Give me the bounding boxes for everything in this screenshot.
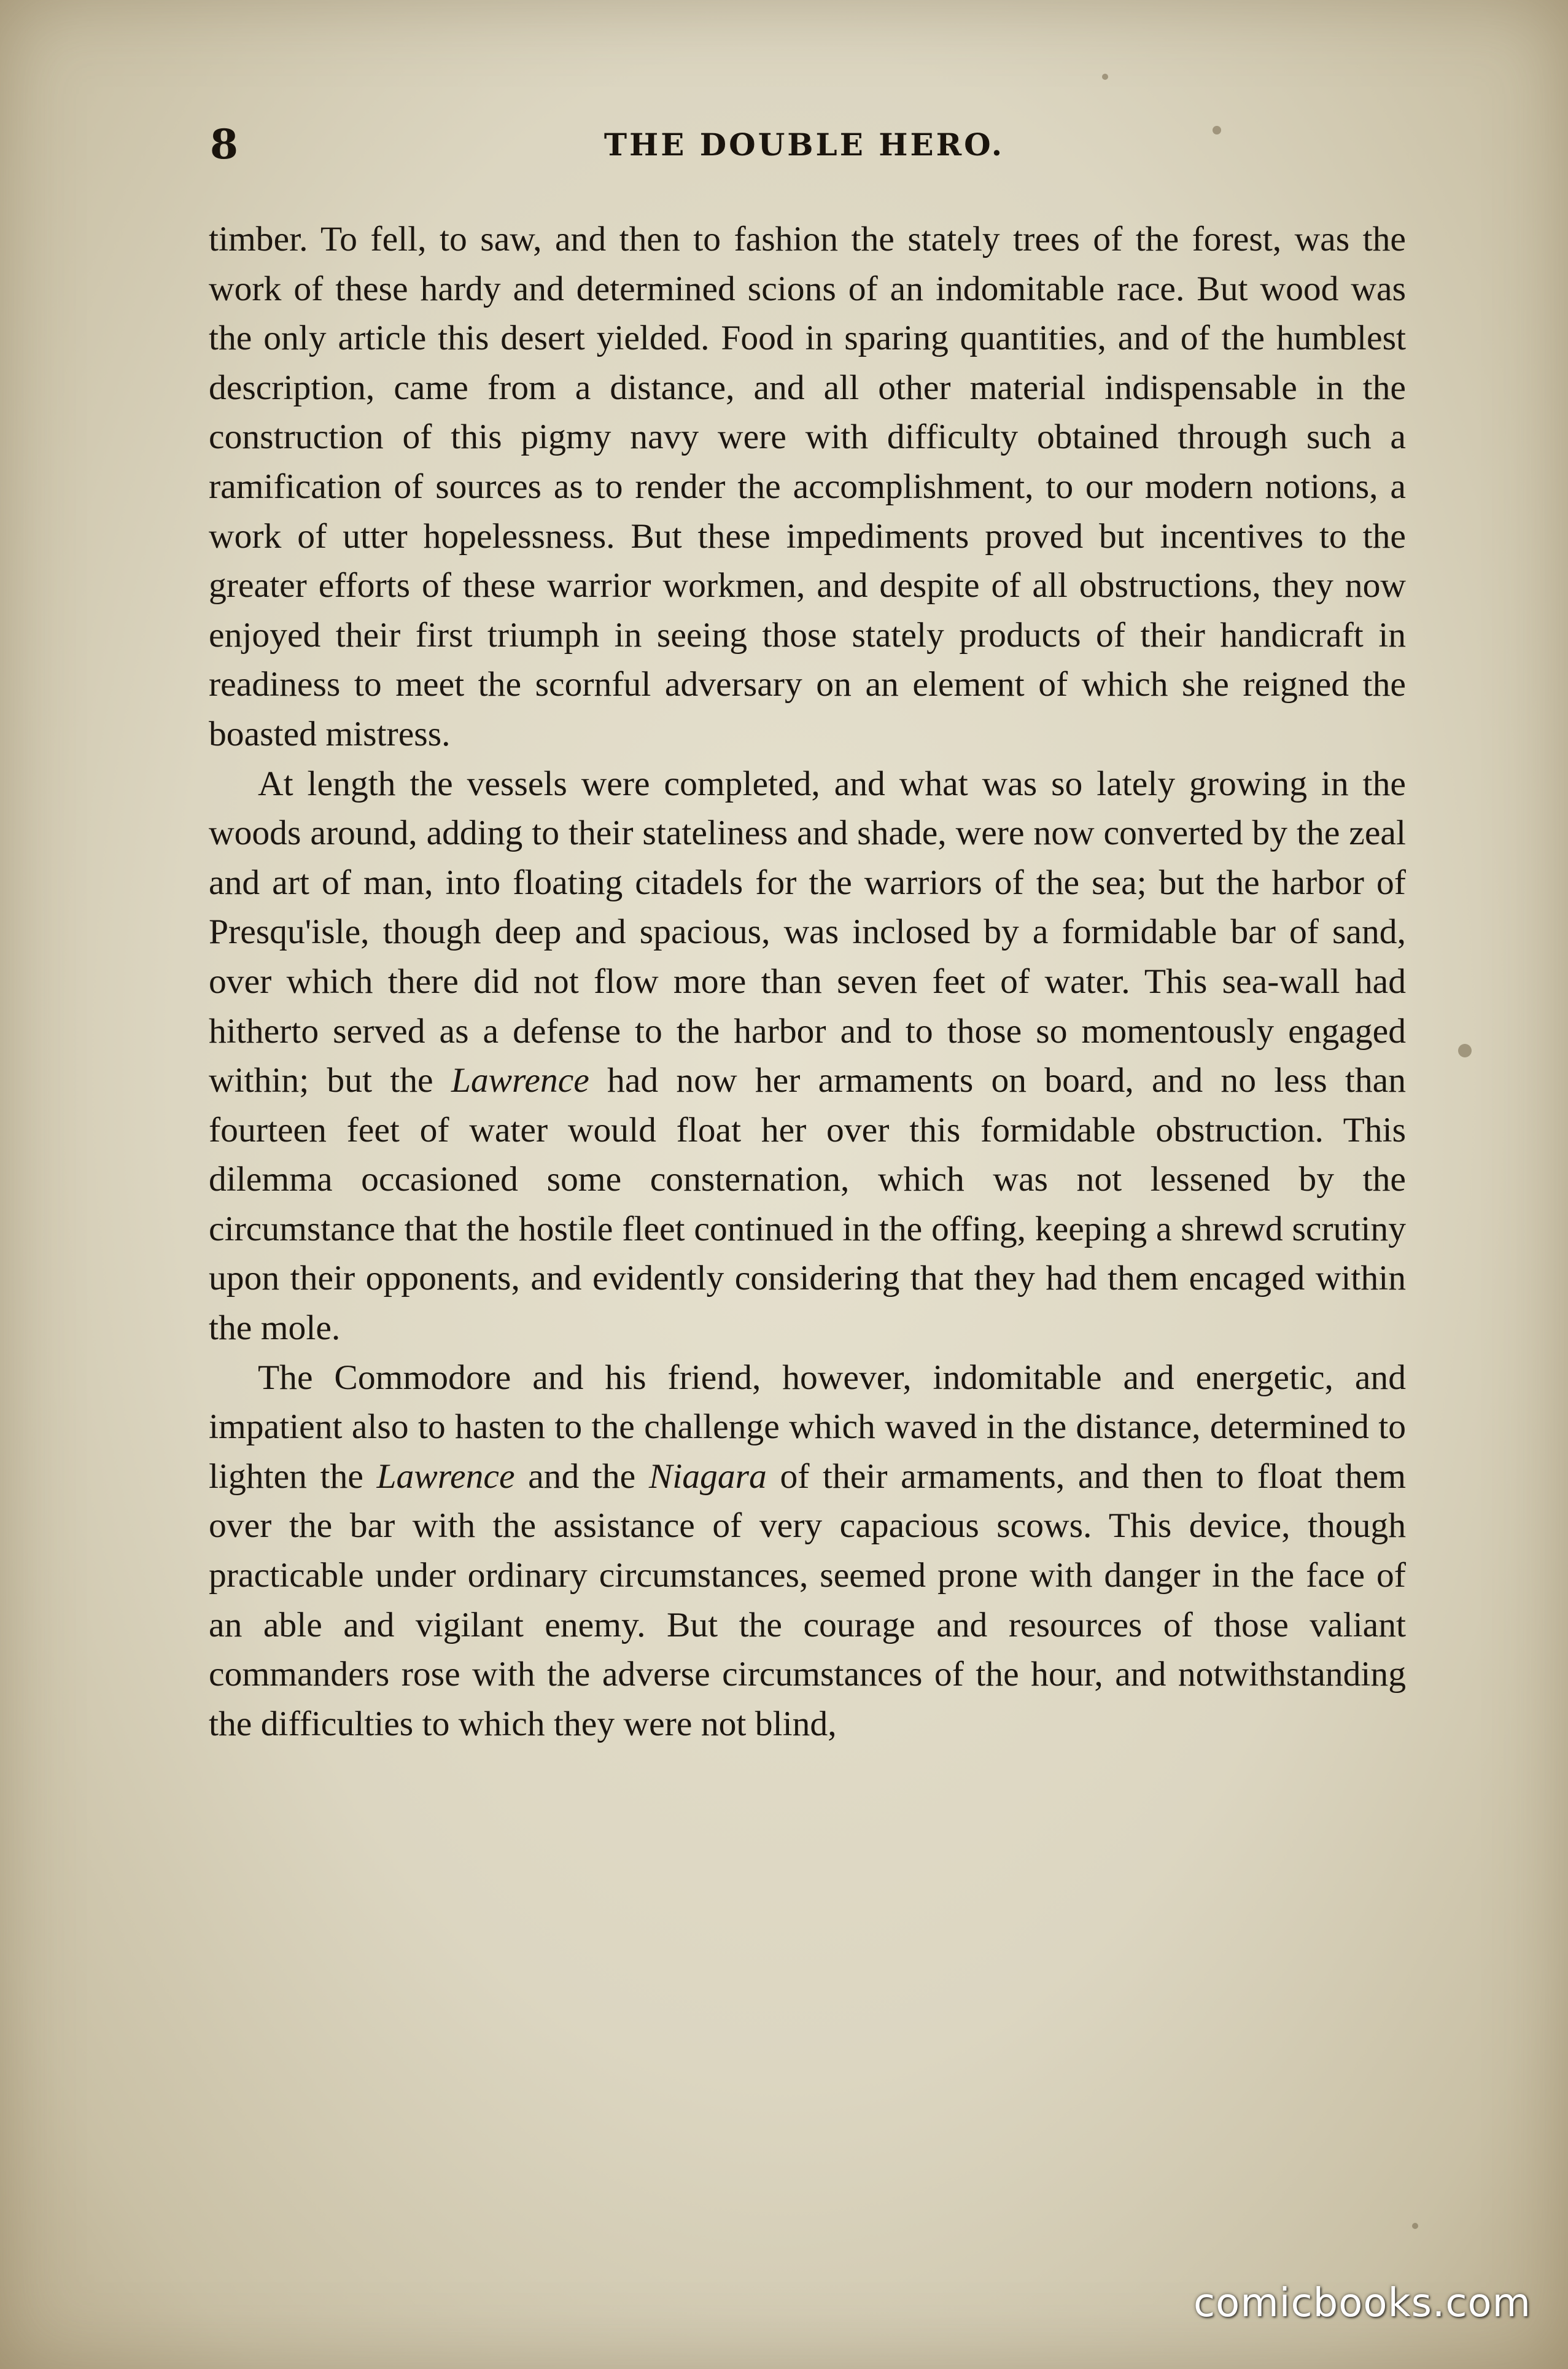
paragraph-text: and the	[514, 1457, 649, 1496]
paper-speck	[1412, 2223, 1418, 2229]
paper-speck	[1458, 1044, 1472, 1057]
page-header	[203, 120, 1406, 169]
paragraph-text: The Commodore and his friend, however, indomitable and energetic, and impatient also to hasten to the challenge which waved in the distance, determined to lighten the	[209, 1358, 1406, 1496]
paragraph	[209, 760, 1406, 1353]
paragraph	[209, 1353, 1406, 1749]
paragraph-text: At length the vessels were completed, and what was so lately growing in the woods around, adding to their stateliness and shade, were now converted by the zeal and art of man, into floating citadels for the warriors of the sea; but the harbor of Presqu'isle, though deep and spacious, was inclosed by a formidable bar of sand, over which there did not flow more than seven feet of water. This sea-wall had hitherto served as a defense to the harbor and to those so momentously engaged within; but the	[209, 764, 1406, 1100]
running-title: THE DOUBLE HERO.	[604, 126, 1005, 163]
body-text	[209, 215, 1406, 1749]
paragraph	[209, 215, 1406, 760]
page-number: 8	[210, 120, 238, 168]
site-watermark: comicbooks.com	[1193, 2281, 1531, 2326]
paragraph-text: had now her armaments on board, and no less than fourteen feet of water would float her over this formidable obstruction. This dilemma occasioned some consternation, which was not lessened by the circumstance that the hostile fleet continued in the offing, keeping a shrewd scrutiny upon their opponents, and evidently considering that they had them encaged within the mole.	[209, 1061, 1407, 1348]
paper-speck	[1102, 74, 1108, 80]
paragraph-text: of their armaments, and then to float them over the bar with the assistance of very capacious scows. This device, though practicable under ordinary circumstances, seemed prone with danger in the face of an able and vigilant enemy. But the courage and resources of those valiant commanders rose with the adverse circumstances of the hour, and notwithstanding the difficulties to which they were not blind,	[209, 1457, 1407, 1743]
ship-name-italic: Lawrence	[451, 1061, 589, 1100]
paragraph-text: timber. To fell, to saw, and then to fashion the stately trees of the forest, was the work of these hardy and determined scions of an indomitable race. But wood was the only article this desert yielded. Food in sparing quantities, and of the humblest description, came from a distance, and all other material indispensable in the construction of this pigmy navy were with difficulty obtained through such a ramification of sources as to render the accomplishment, to our modern notions, a work of utter hopelessness. But these impediments proved but incentives to the greater efforts of these warrior workmen, and despite of all obstructions, they now enjoyed their first triumph in seeing those stately products of their handicraft in readiness to meet the scornful adversary on an element of which she reigned the boasted mistress.	[209, 220, 1406, 753]
ship-name-italic: Lawrence	[376, 1457, 515, 1496]
ship-name-italic: Niagara	[648, 1457, 767, 1496]
